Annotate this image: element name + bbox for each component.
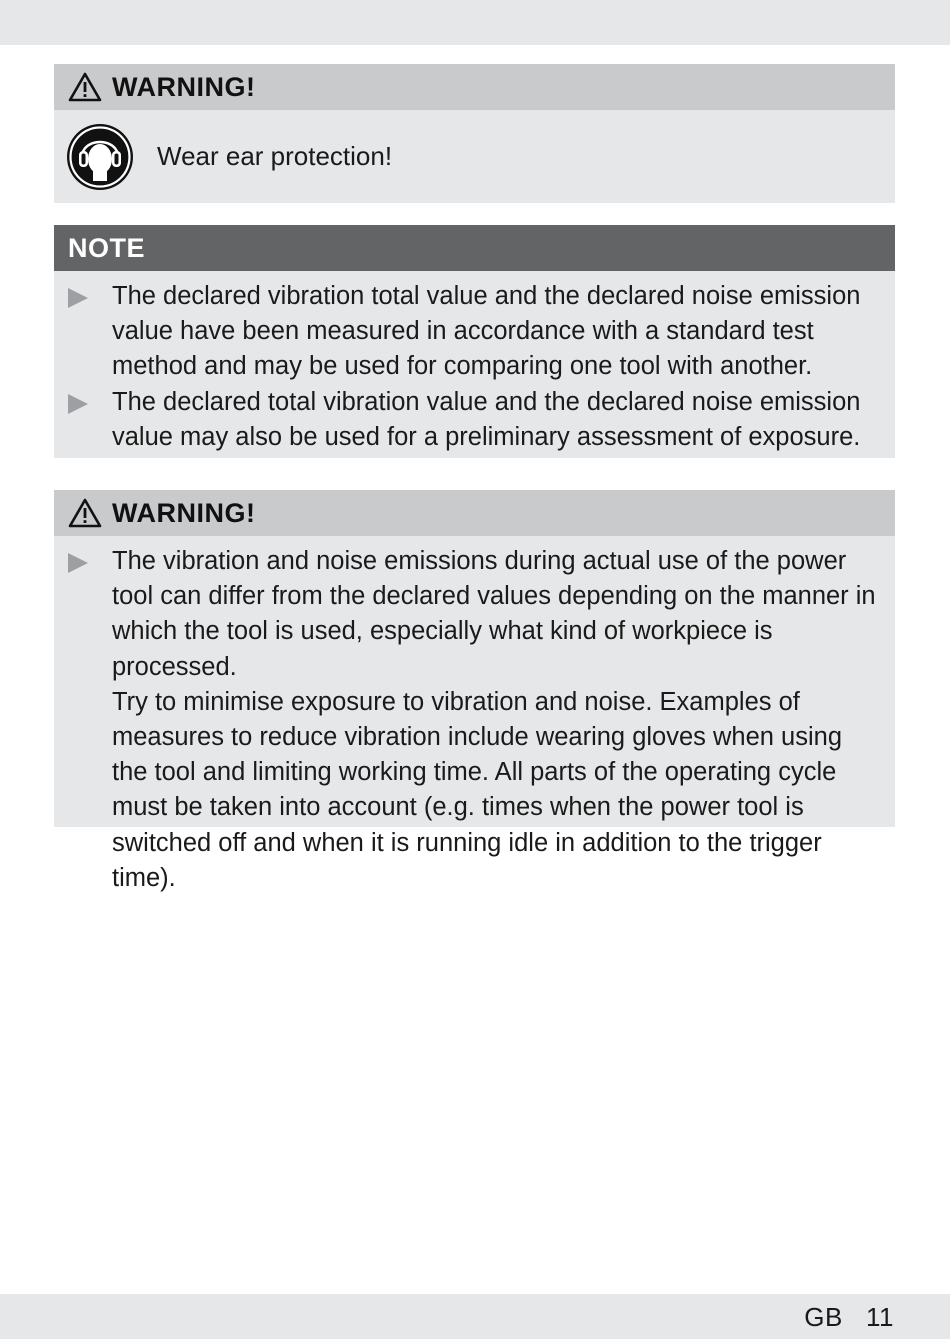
warning-box-vibration xyxy=(54,490,895,892)
bullet-arrow-icon xyxy=(68,288,88,308)
list-item xyxy=(54,385,883,455)
note-title: NOTE xyxy=(68,232,146,263)
warning-triangle-icon xyxy=(68,498,102,528)
warning-header xyxy=(54,64,895,110)
warning-item-paragraph: Try to minimise exposure to vibration and noise. Examples of measures to reduce vibration include wearing gloves when using the tool and limiting working time. All parts of the operating cycle must be taken into account (e.g. times when the power tool is switched off and when it is running idle in addition to the trigger time). xyxy=(112,687,842,892)
warning-title: WARNING! xyxy=(112,497,256,528)
warning-triangle-icon xyxy=(68,72,102,102)
page-number: GB 11 xyxy=(804,1302,894,1332)
warning-box-ear-protection xyxy=(54,64,895,203)
note-header xyxy=(54,225,895,271)
list-item xyxy=(54,544,883,896)
note-item-text: The declared vibration total value and the declared noise emission value have been measured in accordance with a standard test method and may be used for comparing one tool with another. xyxy=(112,282,861,381)
bullet-arrow-icon xyxy=(68,553,88,573)
warning-item-paragraph: The vibration and noise emissions during actual use of the power tool can differ from the declared values depending on the manner in which the tool is used, especially what kind of workpiece is processed. xyxy=(112,547,876,681)
note-item-text: The declared total vibration value and the declared noise emission value may also be used for a preliminary assessment of exposure. xyxy=(112,387,861,451)
ear-protection-icon xyxy=(66,123,134,191)
note-box xyxy=(54,225,895,458)
warning-header xyxy=(54,490,895,536)
top-band xyxy=(0,0,950,45)
ear-protection-text: Wear ear protection! xyxy=(157,141,393,171)
bullet-arrow-icon xyxy=(68,394,88,414)
warning-list xyxy=(54,536,895,902)
note-list xyxy=(54,271,895,461)
list-item xyxy=(54,279,883,385)
warning-title: WARNING! xyxy=(112,71,256,102)
ear-protection-row xyxy=(54,110,895,203)
